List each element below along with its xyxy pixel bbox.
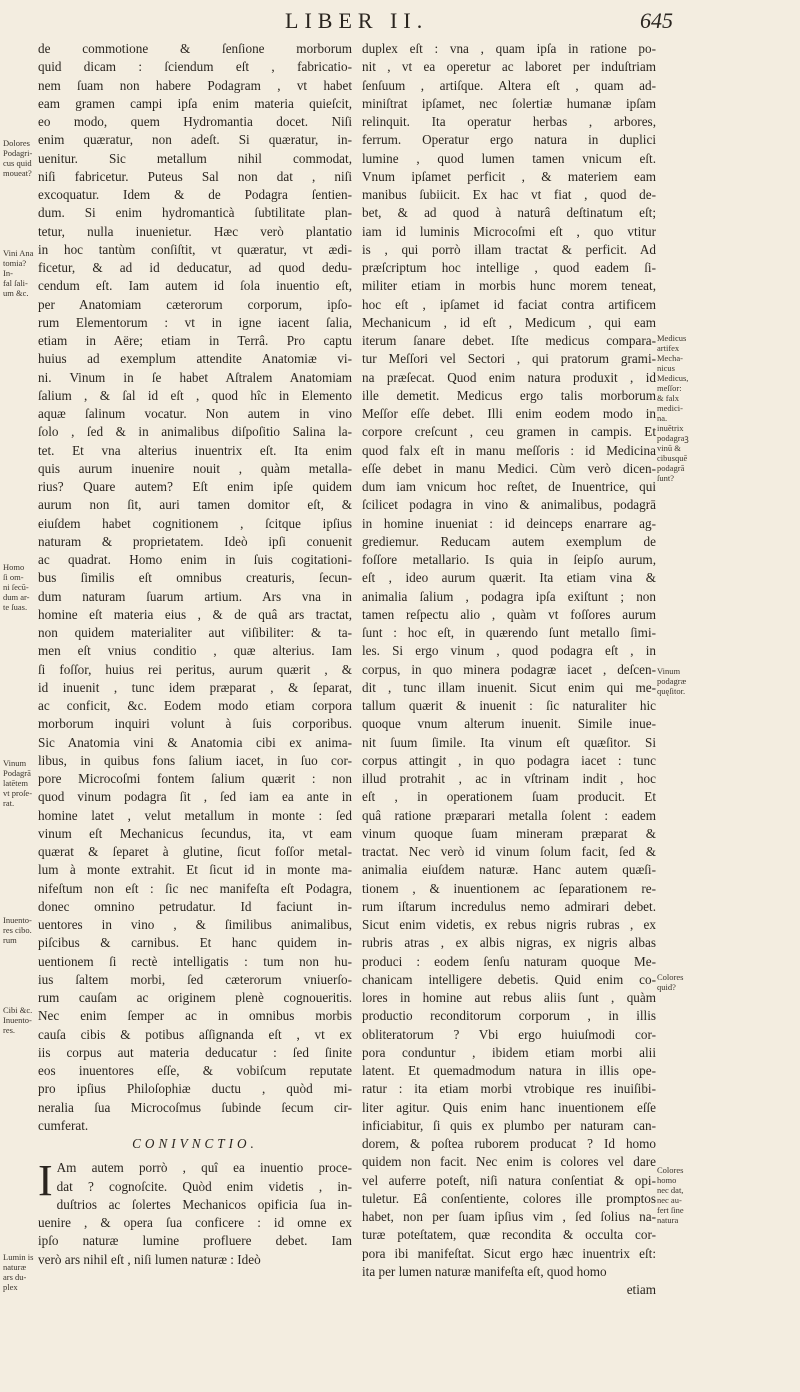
text-line: libus, in quibus fons ſalium iacet, in ſuo cor- xyxy=(38,752,352,768)
text-line: quidem non facit. Nec enim is colores vel dare xyxy=(362,1154,656,1170)
text-line: duſtrios ac ſolertes Mechanicos opificia ſua in- xyxy=(56,1196,352,1212)
text-line: bet, & ad quod à naturâ deſtinatum eſt; xyxy=(362,205,656,221)
text-line: lum à monte extrahit. Et ſicut id in monte ma- xyxy=(38,862,352,878)
text-line: Mechanicum , id eſt , Medicum , qui eam xyxy=(362,314,656,330)
text-line: cauſa cibis & potibus aſſignanda eſt , vt ex xyxy=(38,1026,352,1042)
text-line: ſolo , ſed & in animalibus diſpoſitio Salina la- xyxy=(38,424,352,440)
text-line: militer etiam in morbis hunc morem teneat, xyxy=(362,278,656,294)
text-line: eo modo, quem Hydromantia docet. Niſi xyxy=(38,114,352,129)
drop-cap: I xyxy=(38,1156,53,1206)
left-column xyxy=(38,40,352,1269)
text-line: ius ſaltem morbi, ſed cæterorum vniuerſo- xyxy=(38,971,352,987)
text-line: inficiabitur, ſi quis ex plumbo per naturam can- xyxy=(362,1117,656,1133)
text-line: eſt , in operationem ſuam producit. Et xyxy=(362,789,656,805)
text-line: eſt , ideo aurum quærit. Ita etiam vina & xyxy=(362,570,656,586)
text-line: productio reconditorum corporum , in illis xyxy=(362,1008,656,1024)
running-title: LIBER II. xyxy=(285,8,429,33)
text-line: niſi fabricetur. Puteus Sal non dat , niſi xyxy=(38,168,352,184)
text-line: ferrum. Operatur ergo natura in duplici xyxy=(362,132,656,148)
text-line: Meſſor eſſe debet. Illi enim eodem modo in xyxy=(362,406,656,421)
text-line: lores in homine aut rebus aliis ſunt , quàm xyxy=(362,990,656,1005)
text-line: etiam in Aëre; etiam in Terrâ. Pro captu xyxy=(38,333,352,348)
text-line: Vnum ipſamet perficit , & materiem eam xyxy=(362,168,656,184)
text-line: quod vinum podagra ſit , ſed iam ea ante in xyxy=(38,789,352,805)
margin-note: Cibi &c. Inuento- res. xyxy=(3,1005,33,1035)
text-line: ſcilicet podagra in vino & animalibus, podagrā xyxy=(362,497,656,513)
text-line: dorem, & poſtea ruborem producat ? Id homo xyxy=(362,1136,656,1151)
text-line: nit ſuum ſimile. Ita vinum eſt quæſitor. Si xyxy=(362,734,656,750)
text-line: rum iſtarum incredulus nemo admirari debet. xyxy=(362,898,656,914)
text-line: is , qui porrò illam tractat & perficit. Ad xyxy=(362,241,656,257)
text-line: manibus ſubiicit. Ex hac vt fiat , quod de- xyxy=(362,187,656,202)
text-line: eiuſdem habet cognitionem , ſcitque ipſius xyxy=(38,515,352,531)
text-line: donec omnino petrudatur. Id faciunt in- xyxy=(38,898,352,914)
text-line: tur Meſſori vel Sectori , qui pratorum grami- xyxy=(362,351,656,367)
text-line: foſſore metallario. Is quia in ſeipſo aurum, xyxy=(362,552,656,567)
text-line: iterum ſanare debet. Iſte medicus compara- xyxy=(362,333,656,348)
text-line: quærat & ſeparet à glutine, ſicut foſſor metal- xyxy=(38,844,352,859)
text-line: chanicam intelligere debetis. Quid enim co- xyxy=(362,971,656,987)
text-line: enim quæratur, non adeſt. Si quæratur, in- xyxy=(38,132,352,148)
text-line: verò ars nihil eſt , niſi lumen naturæ : Ideò xyxy=(38,1251,261,1267)
text-line: ſi foſſor, huius rei peritus, aurum quærit , & xyxy=(38,661,352,677)
text-line: tuletur. Eâ conſentiente, colores ille promptos xyxy=(362,1190,656,1206)
text-line: latent. Et quemadmodum natura in illis ope- xyxy=(362,1063,656,1078)
text-line: tractat. Nec verò id vinum ſolum facit, ſed & xyxy=(362,844,656,859)
margin-note: Vini Ana tomia? In- fal ſali- um &c. xyxy=(3,248,34,298)
text-line: grediemur. Reducam autem exemplum de xyxy=(362,533,656,549)
text-line: nit , vt ea operetur ac laboret per induſtriam xyxy=(362,59,656,75)
text-line: rum cauſam ac originem plenè cognoueritis. xyxy=(38,990,352,1005)
text-line: Am autem porrò , quî ea inuentio proce- xyxy=(56,1160,352,1176)
text-line: eam gramen campi ipſa enim materia quieſcit, xyxy=(38,95,352,111)
right-column xyxy=(362,40,656,1299)
text-line: excoquatur. Idem & de Podagra ſentien- xyxy=(38,187,352,202)
text-line: uentores in vino , & ſimilibus animalibus, xyxy=(38,917,352,932)
text-line: miniſtrat ipſamet, nec ſolertiæ humanæ ipſam xyxy=(362,95,656,111)
text-line: tet. Et vna alterius inuentrix eſt. Ita enim xyxy=(38,442,352,458)
text-line: naturam & proprietatem. Ideò ipſi conuenit xyxy=(38,533,352,549)
text-line: corpus attingit , in quo podagra iacet : tunc xyxy=(362,752,656,768)
catchword: etiam xyxy=(626,1282,656,1297)
text-line: aurum non ſit, auri tamen domitor eſt, & xyxy=(38,497,352,513)
text-line: tetur, nulla inuenietur. Hæc verò plantatio xyxy=(38,223,352,239)
text-line: ac quadrat. Homo enim in ſuis cogitationi- xyxy=(38,552,352,567)
text-line: ille demetit. Medicus ergo talis morborum xyxy=(362,387,656,403)
page-number: 645 xyxy=(640,8,673,33)
text-line: liter agitur. Quis enim hanc inuentionem eſſe xyxy=(362,1099,656,1115)
text-line: dit , tunc illam inuenit. Sicut enim qui me- xyxy=(362,679,656,695)
text-line: hoc eſt , ipſamet id faciat contra artificem xyxy=(362,296,656,312)
margin-note: Lumin is naturæ ars du- plex xyxy=(3,1252,34,1292)
text-line: morborum inquiri volunt à ſuis corporibus. xyxy=(38,716,352,732)
text-line: rum Elementorum : vt in igne iacent ſalia, xyxy=(38,314,352,330)
text-line: bus ſimilis eſt omnibus creaturis, ſecun- xyxy=(38,570,352,586)
text-line: iis corpus aut materia deducatur : ſed ſinite xyxy=(38,1044,352,1060)
text-line: in homine inueniat : id deinceps enarrare ag- xyxy=(362,515,656,531)
text-line: tamen reſpectu alio , quàm vt foſſores aurum xyxy=(362,606,656,622)
text-line: produci : eodem ſenſu naturam quoque Me- xyxy=(362,953,656,969)
text-line: pora ibi manifeſtat. Sicut ergo hæc inuentrix eſt: xyxy=(362,1245,656,1261)
text-line: dum iam vnicum hoc reſtet, de Inuentrice, qui xyxy=(362,479,656,494)
text-line: homine latet , velut metallum in monte : ſed xyxy=(38,807,352,823)
text-line: præſcriptum hoc intellige , quod eadem ſi- xyxy=(362,260,656,275)
text-line: uenire , & opera ſua conficere : id omne ex xyxy=(38,1215,352,1230)
text-line: quid dicam : ſciendum eſt , fabricatio- xyxy=(38,59,352,75)
text-line: ni. Vinum in ſe habet Aſtralem Anatomiam xyxy=(38,369,352,385)
text-line: relinquit. Ita operatur herbas , arbores, xyxy=(362,114,656,129)
text-line: dum. Si enim hydromanticà ſubtilitate plan- xyxy=(38,205,352,221)
text-line: Sic Anatomia vini & Anatomia cibi ex anima- xyxy=(38,734,352,750)
text-line: corpus, in quo minera podagræ iacet , deſcen- xyxy=(362,661,656,677)
text-line: eos inuentores eſſe, & vobiſcum reputate xyxy=(38,1063,352,1078)
text-line: quod falx eſt in manu meſſoris : id Medicina xyxy=(362,442,656,458)
text-line: ipſo naturæ lumine profluere debet. Iam xyxy=(38,1233,352,1249)
text-line: turæ poteſtatem, quæ recondita & occulta cor- xyxy=(362,1227,656,1243)
margin-note: Dolores Podagri- cus quid moueat? xyxy=(3,138,33,178)
text-line: animalia eiuſdem naturæ. Hanc autem quæſi- xyxy=(362,862,656,878)
text-line: ac conficit, &c. Eodem modo etiam corpora xyxy=(38,698,352,713)
text-line: tallum quærit & inuenit : ſic naturaliter hic xyxy=(362,698,656,713)
text-line: non quidem materialiter aut viſibiliter: & ta- xyxy=(38,625,352,640)
text-line: na præſecat. Quod enim natura produxit , id xyxy=(362,369,656,385)
text-line: quâ ratione præparari metalla ſolent : eadem xyxy=(362,807,656,823)
text-line: tionem , & inuentionem ac ſeparationem re- xyxy=(362,880,656,896)
text-line: Nec enim ſemper ac in omnibus morbis xyxy=(38,1008,352,1024)
text-line: ſenſuum , artiſque. Altera eſt , quam ad- xyxy=(362,77,656,93)
text-line: corpore creſcunt , ceu gramen in campis. Et xyxy=(362,424,656,440)
text-line: habet, non per ſuam ipſius vim , ſed ſolius na- xyxy=(362,1209,656,1224)
text-line: iam id luminis Microcoſmi eſt , quo vtitur xyxy=(362,223,656,239)
text-line: eſſe debet in manu Medici. Cùm verò dicen- xyxy=(362,460,656,476)
text-line: vinum quoque ſuam mineram præparat & xyxy=(362,825,656,841)
text-line: homine eſt materia eius , & de quâ ars tractat, xyxy=(38,606,352,622)
margin-note: Vinum podagræ quęſitor. xyxy=(657,666,687,696)
section-heading: CONIVNCTIO. xyxy=(132,1136,258,1151)
text-line: uenitur. Sic metallum nihil commodat, xyxy=(38,150,352,166)
text-line: dum naturam ſuarum artium. Ars vna in xyxy=(38,588,352,604)
margin-note: Homo ſi om- ni ſecū- dum ar- te ſuas. xyxy=(3,562,30,612)
text-line: men eſt vnius conditio , quæ alterius. Iam xyxy=(38,643,352,659)
text-line: huius ad exemplum attendite Anatomiæ vi- xyxy=(38,351,352,367)
text-line: dat ? cognoſcite. Quòd enim videtis , in- xyxy=(56,1178,352,1194)
text-line: ita per lumen naturæ manifeſta eſt, quod homo xyxy=(362,1263,607,1279)
text-line: in hoc tantùm conſiſtit, vt quæratur, vt ædi- xyxy=(38,241,352,257)
margin-note: Inuento- res cibo. rum xyxy=(3,915,32,945)
text-line: nifeſtum non eſt : ſic nec manifeſta eſt Podagra, xyxy=(38,880,352,896)
text-line: rius? Quare autem? Eſt enim ipſe quidem xyxy=(38,479,352,494)
text-line: vinum eſt Mechanicus ſecundus, ita, vt eam xyxy=(38,825,352,841)
text-line: pora conduntur , ibidem etiam morbi alii xyxy=(362,1044,656,1060)
text-line: quis aurum inuenire nouit , quàm metalla- xyxy=(38,460,352,476)
page-header xyxy=(0,8,800,38)
text-line: lumine , quod lumen tamen vnicum eſt. xyxy=(362,150,656,166)
margin-note: Colores homo nec dat, nec au- fert ſine natura xyxy=(657,1165,684,1225)
text-line: les. Si ergo vinum , quod podagra eſt , in xyxy=(362,643,656,659)
text-line: de commotione & ſenſione morborum xyxy=(38,41,352,56)
text-line: cumferat. xyxy=(38,1117,89,1133)
text-line: pore Microcoſmi fontem ſalium quærit : non xyxy=(38,771,352,786)
text-line: vel auferre poteſt, niſi natura conſentiat & opi- xyxy=(362,1172,656,1188)
text-line: ſunt : hoc eſt, in quærendo ſunt metallo ſimi- xyxy=(362,625,656,640)
text-line: aquæ ſalinum vocatur. Non autem in vino xyxy=(38,406,352,421)
text-line: ratur : ita etiam morbi vtrobique res inuiſibi- xyxy=(362,1081,656,1097)
margin-note: Medicus artifex Mecha- nicus Medicus, meſſor: & falx medici- na. inuētrix podagraꝫ vinū & cibusquē podagrā ſunt? xyxy=(657,333,689,483)
text-line: neralia ſua Microcoſmus ſubinde ſecum cir- xyxy=(38,1099,352,1115)
text-line: obliteratorum ? Vbi ergo huiuſmodi cor- xyxy=(362,1026,656,1042)
text-line: rubris atras , ex albis nigras, ex nigris albas xyxy=(362,935,656,951)
margin-note: Colores quid? xyxy=(657,972,684,992)
text-line: illud protrahit , ac in vſtrinam indit , hoc xyxy=(362,771,656,786)
text-line: ſalium , & ſal id eſt , quod hîc in Elemento xyxy=(38,387,352,403)
text-line: Sicut enim videtis, ex rebus nigris rubras , ex xyxy=(362,917,656,932)
text-line: animalia ſalium , podagra ipſa exiſtunt ; non xyxy=(362,588,656,604)
text-line: cendum eſt. Iam autem id ſola inuentio eſt, xyxy=(38,278,352,294)
text-line: pro ipſius Philoſophiæ ductu , quòd mi- xyxy=(38,1081,352,1097)
margin-note: Vinum Podagrā latētem vt proſe- rat. xyxy=(3,758,33,808)
text-line: duplex eſt : vna , quam ipſa in ratione po- xyxy=(362,41,656,56)
text-line: per Anatomiam cæterorum corporum, ipſo- xyxy=(38,296,352,312)
text-line: quoque vnum alterum inuenit. Simile inue- xyxy=(362,716,656,732)
paragraph-block xyxy=(38,1156,352,1269)
text-line: id inuenit , tunc idem præparat , & ſeparat, xyxy=(38,679,352,695)
text-line: piſcibus & carnibus. Et hanc quidem in- xyxy=(38,935,352,951)
text-line: ficetur, & ad id deducatur, ad quod dedu- xyxy=(38,260,352,275)
text-line: nem ſuam non habere Podagram , vt habet xyxy=(38,77,352,93)
text-line: uentionem ſi rectè intelligatis : tum non hu- xyxy=(38,953,352,969)
